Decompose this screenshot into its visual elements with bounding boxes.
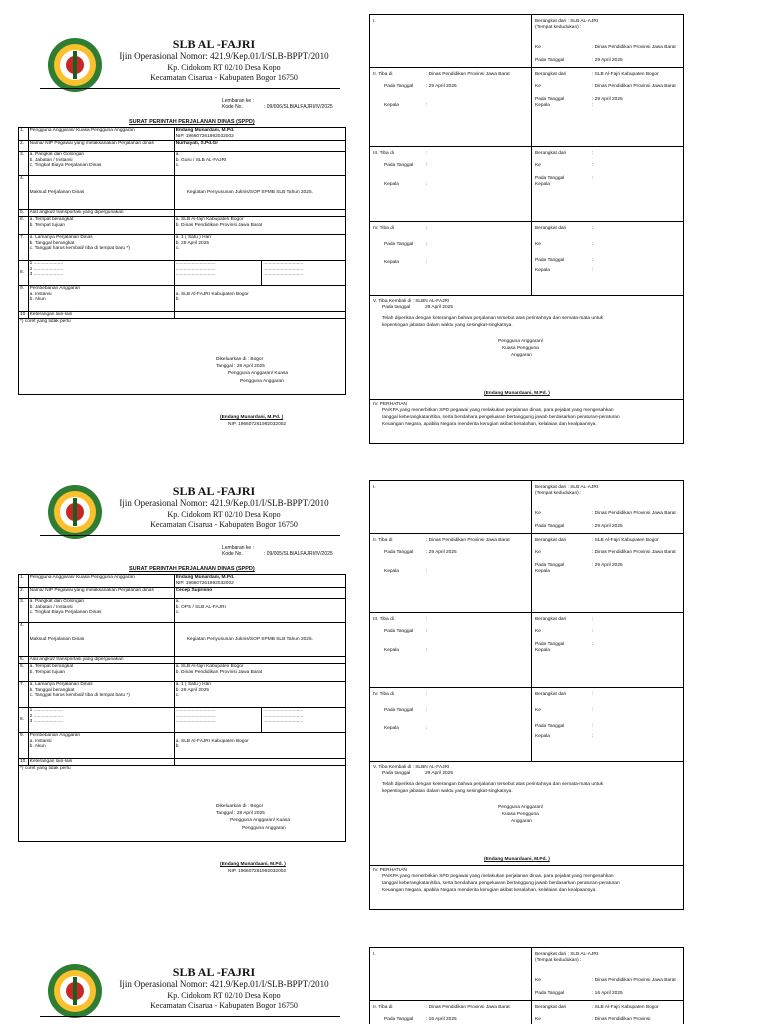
school-address-1: Kp. Cidokom RT 02/10 Desa Kopo xyxy=(167,510,281,519)
sppd-back-panel: I. Berangkat dari : SLB AL-AJRI (Tempat kedudukan) : Ke : Dinas Pendidikan Provinsi Jawa Barat Pada Tanggal : 16 April 2025 II. Tiba di : Dinas Pendidikan Provinsi Jawa Barat Pada Tanggal : 16 April 2025 Berangkat dari : SLB Al-Fajri Kabupaten Bogor Ke : Dinas Pendidikan Provinsi xyxy=(369,947,684,1024)
sppd-page-1 xyxy=(0,0,768,458)
issued-place: Dikeluarkan di : Bogor xyxy=(216,804,264,809)
school-name: SLB AL -FAJRI xyxy=(172,484,256,498)
school-address-2: Kecamatan Cisarua - Kabupaten Bogor 16750 xyxy=(150,73,298,82)
sppd-page-3 xyxy=(0,930,768,1024)
ppa-label-2: Pengguna Anggaran xyxy=(242,826,286,831)
ppa-label-1: Pengguna Anggaran/ Kuasa xyxy=(230,818,291,823)
signatory-name: (Endang Munardaani, M.Pd. ) xyxy=(220,862,286,867)
issued-place: Dikeluarkan di : Bogor xyxy=(216,357,264,362)
school-address-1: Kp. Cidokom RT 02/10 Desa Kopo xyxy=(167,63,281,72)
issued-date-row: Tanggal : 28 April 2025 xyxy=(216,364,265,369)
kode-value: : 09/005/SLB/ALFAJRI/IV/2025 xyxy=(264,551,333,557)
sppd-title: SURAT PERINTAH PERJALANAN DINAS (SPPD) xyxy=(129,119,255,125)
signatory-nip: NIP. 196607261992032002 xyxy=(228,422,287,427)
sppd-title: SURAT PERINTAH PERJALANAN DINAS (SPPD) xyxy=(129,566,255,572)
school-permit: Ijin Operasional Nomor: 421.9/Kep.01/I/SLB-BPPT/2010 xyxy=(119,51,329,61)
header-rule xyxy=(40,88,340,89)
sppd-table: 1. Pengguna Anggaran/ Kuasa Pengguna Anggaran Endang Munardani, M.Pd. NIP. 196607261992032002 2. Nama/ NIP Pegawai yang melaksanakan Perjalanan dinas Cecep Suprisno 3. a. Pangkat dan Golongan b. Jabatan / Instansi c. Tingkat Biaya Perjalanan Dinas a. b. OPS / SLB AL-FAJRI c. 4. Maksud Perjalanan Dinas Kegiatan Penyusunan Juknis/SOP SPMB SLB Tahun 2025. 5. Alat angkut/ transportasi yang dipergunakan 6. a. Tempat berangkat b. Tempat tujuan a. SLB Al-fajri Kabupaten Bogor b. Dinas Pendidikan Provinsi Jawa Barat 7. a. Lamanya Perjalanan Dinas b. Tanggal berangkat c. Tanggal harus kembali/ tiba di tempat baru *) a. 1 ( Satu ) Hari b. 29 April 2025 c. 8. 1 ...................... 2 ...................... 3 ...................... .............................. .............................. .............................. .............................. .............................. .............................. 9. Pembebanan Anggaran a. Instansi b. Akun a. SLB Al-FAJRI Kabupaten Bogor b. 10. Keterangan lain-lain *) coret yang tidak perlu xyxy=(18,574,346,842)
school-address-1: Kp. Cidokom RT 02/10 Desa Kopo xyxy=(167,991,281,1000)
kode-value: : 09/006/SLB/ALFAJRI/IV/2025 xyxy=(264,104,333,110)
sppd-page-2 xyxy=(0,447,768,905)
lembaran-label: Lembaran ke : xyxy=(222,545,254,551)
signatory-name: (Endang Munardani, M.Pd. ) xyxy=(220,415,284,420)
kode-label: Kode No. xyxy=(222,104,243,110)
sppd-back-panel: I. Berangkat dari : SLB AL-AJRI (Tempat kedudukan) : Ke : Dinas Pendidikan Provinsi Jawa Barat Pada Tanggal : 29 April 2025 II. Tiba di : Dinas Pendidikan Provinsi Jawa Barat Pada Tanggal : 29 April 2025 Kepala : Berangkat dari : SLB Al-Fajri Kabupaten Bogor Ke : Dinas Pendidikan Provinsi Jawa Barat Pada Tanggal : 29 April 2025 Kepala III. Tiba di : Pada Tanggal : Kepala : Berangkat dari : Ke : Pada Tanggal : Kepala IV. Tiba di : Pada Tanggal : Kepala : Berangkat dari : Ke : Pada Tanggal : Kepala : V. Tiba Kembali di : SLBN AL-FAJRI Pada tanggal 29 April 2025 Telah diperiksa dengan keterangan bahwa perjalanan tersebut atas perintahnya dan semata-mata untuk kepentingan jabatan dalam waktu yang sesingkat-singkatnya. Pengguna Anggaran/ Kuasa Pengguna Anggaran (Endang Munardaani, M.Pd. ) IV. PERHATIAN PA/KPA yang menerbitkan SPD pegawai yang melakukan perjalanan dinas, para pejabat yang mengesahkan tanggal keberangkatan/tiba, serta bendahara pengeluaran bertanggung jawab berdasarkan peraturan-peraturan Keuangan Negara, apabila Negara menderita kerugian akibat kesalahan, kelalaian dan kealpaannya. xyxy=(369,480,684,910)
ppa-label-1: Pengguna Anggaran/ Kuasa xyxy=(228,371,289,376)
school-address-2: Kecamatan Cisarua - Kabupaten Bogor 16750 xyxy=(150,520,298,529)
lembaran-label: Lembaran ke : xyxy=(222,98,254,104)
school-name: SLB AL -FAJRI xyxy=(172,965,256,979)
sppd-form-left xyxy=(14,930,344,1024)
signatory-nip: NIP. 196607261992032002 xyxy=(228,869,287,874)
header-rule xyxy=(40,1016,340,1017)
kode-label: Kode No. xyxy=(222,551,243,557)
school-address-2: Kecamatan Cisarua - Kabupaten Bogor 16750 xyxy=(150,1001,298,1010)
header-rule xyxy=(40,535,340,536)
sppd-table: 1. Pengguna Anggaran/ Kuasa Pengguna Anggaran Endang Munardani, M.Pd. NIP. 196607261992032002 2. Nama/ NIP Pegawai yang melaksanakan Perjalanan dinas Nurhayati, S.Pd.Gr 3. a. Pangkat dan Golongan b. Jabatan / Instansi c. Tingkat Biaya Perjalanan Dinas a. b. Guru / SLB AL-FAJRI c. 4. Maksud Perjalanan Dinas Kegiatan Penyusunan Juknis/SOP SPMB SLB Tahun 2025. 5. Alat angkut/ transportasi yang dipergunakan 6. a. Tempat berangkat b. Tempat tujuan a. SLB Al-fajri Kabupaten Bogor b. Dinas Pendidikan Provinsi Jawa Barat 7. a. Lamanya Perjalanan Dinas b. Tanggal berangkat c. Tanggal harus kembali/ tiba di tempat baru *) a. 1 ( Satu ) Hari b. 29 April 2025 c. 8. 1 ...................... 2 ...................... 3 ...................... .............................. .............................. .............................. .............................. .............................. .............................. 9. Pembebanan Anggaran a. Instansi b. Akun a. SLB Al-FAJRI Kabupaten Bogor b. 10. Keterangan lain-lain *) coret yang tidak perlu xyxy=(18,127,346,395)
school-permit: Ijin Operasional Nomor: 421.9/Kep.01/I/SLB-BPPT/2010 xyxy=(119,979,329,989)
issued-date-row: Tanggal : 28 April 2025 xyxy=(216,811,265,816)
sppd-form-left xyxy=(14,0,344,458)
sppd-form-left xyxy=(14,447,344,905)
school-permit: Ijin Operasional Nomor: 421.9/Kep.01/I/SLB-BPPT/2010 xyxy=(119,498,329,508)
ppa-label-2: Pengguna Anggaran xyxy=(240,379,284,384)
sppd-back-panel: I. Berangkat dari : SLB AL-AJRI (Tempat kedudukan) : Ke : Dinas Pendidikan Provinsi Jawa Barat Pada Tanggal : 29 April 2025 II. Tiba di : Dinas Pendidikan Provinsi Jawa Barat Pada Tanggal : 29 April 2025 Kepala : Berangkat dari : SLB Al-Fajri Kabupaten Bogor Ke : Dinas Pendidikan Provinsi Jawa Barat Pada Tanggal : 29 April 2025 Kepala : III. Tiba di : Pada Tanggal : Kepala : Berangkat dari : Ke : Pada Tanggal : Kepala IV. Tiba di : Pada Tanggal : Kepala : Berangkat dari : Ke : Pada Tanggal : Kepala : V. Tiba Kembali di : SLBN AL-FAJRI Pada tanggal 29 April 2025 Telah diperiksa dengan keterangan bahwa perjalanan tersebut atas perintahnya dan semata-mata untuk kepentingan jabatan dalam waktu yang sesingkat-singkatnya. Pengguna Anggaran/ Kuasa Pengguna Anggaran (Endang Munardaani, M.Pd. ) IV. PERHATIAN PA/KPA yang menerbitkan SPD pegawai yang melakukan perjalanan dinas, para pejabat yang mengesahkan tanggal keberangkatan/tiba, serta bendahara pengeluaran bertanggung jawab berdasarkan peraturan-peraturan Keuangan Negara, apabila Negara menderita kerugian akibat kesalahan, kelalaian dan kealpaannya. xyxy=(369,14,684,444)
school-name: SLB AL -FAJRI xyxy=(172,37,256,51)
